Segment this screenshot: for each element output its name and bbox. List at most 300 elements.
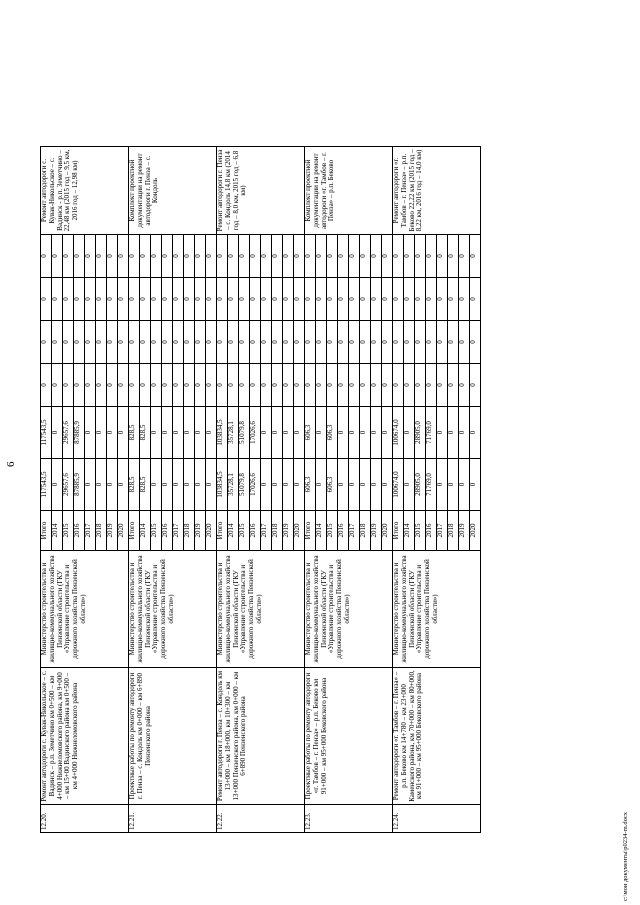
value-cell: 35728,1 [228,459,239,511]
value-cell: 0 [206,459,217,511]
value-cell: 0 [162,364,173,407]
value-cell: 0 [250,278,261,321]
value-cell: 0 [217,364,228,407]
row-number: 12.21. [129,805,217,833]
value-cell: 0 [118,235,129,278]
value-cell: 0 [371,235,382,278]
value-cell: 0 [349,235,360,278]
value-cell: 0 [415,235,426,278]
value-cell: 0 [437,278,448,321]
value-cell: 0 [371,407,382,459]
value-cell: 0 [140,321,151,364]
value-cell: 0 [327,235,338,278]
value-cell: 0 [448,407,459,459]
table-row [41,13,52,833]
value-cell: 0 [426,278,437,321]
value-cell: 0 [382,364,393,407]
table-row [217,13,228,833]
value-cell: 0 [415,321,426,364]
value-cell: 0 [228,278,239,321]
value-cell: 0 [195,459,206,511]
value-cell: 0 [404,278,415,321]
measure-description: Проектные работы по ремонту автодороги «г. Тамбов – г. Пенза» – р.п. Беково км 91+000 – км 95+000 Бековского района [305,668,393,805]
value-cell: 0 [140,278,151,321]
year-cell: 2018 [96,511,107,551]
value-cell: 0 [459,321,470,364]
value-cell: 0 [272,364,283,407]
value-cell: 0 [459,364,470,407]
value-cell: 0 [470,321,481,364]
value-cell: 0 [294,235,305,278]
value-cell: 0 [85,459,96,511]
executor-name: Министерство строительства и жилищно-коммунального хозяйства Пензенской области (ГКУ «Управление строительства и дорожного хозяйства Пензенской области») [41,551,129,668]
value-cell: 0 [162,278,173,321]
value-cell: 117543,5 [41,459,52,511]
year-cell: 2015 [415,511,426,551]
year-cell: 2015 [151,511,162,551]
value-cell: 0 [140,364,151,407]
value-cell: 117543,5 [41,407,52,459]
value-cell: 0 [261,364,272,407]
value-cell: 0 [173,278,184,321]
year-cell: 2018 [360,511,371,551]
value-cell: 0 [96,278,107,321]
value-cell: 87885,9 [74,459,85,511]
value-cell: 0 [470,235,481,278]
value-cell: 0 [250,235,261,278]
value-cell: 71769,0 [426,407,437,459]
year-cell: 2015 [63,511,74,551]
value-cell: 0 [206,407,217,459]
value-cell: 0 [371,459,382,511]
value-cell: 0 [107,235,118,278]
value-cell: 0 [74,364,85,407]
value-cell: 0 [129,364,140,407]
value-cell: 0 [415,278,426,321]
value-cell: 0 [162,235,173,278]
value-cell: 0 [272,278,283,321]
year-cell: Итого [41,511,52,551]
value-cell: 0 [360,407,371,459]
year-cell: 2018 [272,511,283,551]
value-cell: 0 [41,321,52,364]
value-cell: 0 [85,407,96,459]
year-cell: 2019 [195,511,206,551]
value-cell: 0 [426,235,437,278]
value-cell: 35728,1 [228,407,239,459]
value-cell: 0 [404,459,415,511]
value-cell: 0 [118,364,129,407]
value-cell: 0 [261,278,272,321]
value-cell: 0 [349,321,360,364]
value-cell: 0 [393,321,404,364]
value-cell: 0 [294,407,305,459]
value-cell: 0 [107,407,118,459]
value-cell: 828,5 [140,459,151,511]
value-cell: 0 [206,278,217,321]
value-cell: 0 [184,459,195,511]
value-cell: 0 [195,321,206,364]
value-cell: 0 [129,235,140,278]
value-cell: 0 [63,235,74,278]
value-cell: 0 [228,321,239,364]
value-cell: 0 [382,278,393,321]
value-cell: 0 [85,364,96,407]
executor-name: Министерство строительства и жилищно-коммунального хозяйства Пензенской области (ГКУ «Управление строительства и дорожного хозяйства Пензенской области») [129,551,217,668]
value-cell: 0 [96,321,107,364]
year-cell: Итого [217,511,228,551]
value-cell: 0 [294,459,305,511]
value-cell: 0 [349,278,360,321]
measure-description: Ремонт автодороги г. Пенза – с. Кондоль км 13+000 – км 18+000, км 10+300 – км 13+000 Пензенского района, км 0+000 – км 6+890 Пензенского района [217,668,305,805]
value-cell: 0 [261,235,272,278]
value-cell: 0 [360,278,371,321]
value-cell: 0 [283,278,294,321]
value-cell: 0 [41,235,52,278]
executor-name: Министерство строительства и жилищно-коммунального хозяйства Пензенской области (ГКУ «Управление строительства и дорожного хозяйства Пензенской области») [393,551,481,668]
value-cell: 0 [338,459,349,511]
value-cell: 0 [316,459,327,511]
value-cell: 0 [393,364,404,407]
value-cell: 0 [272,407,283,459]
value-cell: 0 [151,321,162,364]
value-cell: 0 [217,235,228,278]
value-cell: 0 [206,321,217,364]
value-cell: 606,3 [327,459,338,511]
year-cell: 2017 [349,511,360,551]
executor-name: Министерство строительства и жилищно-коммунального хозяйства Пензенской области (ГКУ «Управление строительства и дорожного хозяйства Пензенской области») [217,551,305,668]
value-cell: 0 [283,364,294,407]
year-cell: 2014 [316,511,327,551]
value-cell: 0 [470,364,481,407]
year-cell: 2016 [250,511,261,551]
value-cell: 0 [184,364,195,407]
value-cell: 0 [316,321,327,364]
value-cell: 0 [184,407,195,459]
table-body [41,13,481,833]
value-cell: 0 [173,459,184,511]
value-cell: 0 [459,407,470,459]
value-cell: 0 [85,321,96,364]
value-cell: 0 [151,364,162,407]
program-table [40,12,481,833]
value-cell: 0 [448,278,459,321]
value-cell: 0 [305,364,316,407]
value-cell: 0 [151,278,162,321]
value-cell: 0 [250,364,261,407]
measure-description: Ремонт автодороги с. Кувак-Никольское – с. Вадинск – р.п. Земетчино км 0+500 – км 4+000 Нижнеломовского района, км 9+000 – км 15+00 Вадинского района км 0+500 – км 4+000 Нижнеломовского района [41,668,129,805]
value-cell: 0 [371,278,382,321]
value-cell: 0 [294,364,305,407]
value-cell: 606,3 [327,407,338,459]
value-cell: 0 [459,278,470,321]
value-cell: 0 [382,235,393,278]
value-cell: 103834,5 [217,459,228,511]
value-cell: 0 [206,235,217,278]
value-cell: 0 [426,321,437,364]
value-cell: 0 [195,364,206,407]
year-cell: 2017 [173,511,184,551]
year-cell: 2020 [206,511,217,551]
value-cell: 0 [162,321,173,364]
measure-description: Проектные работы по ремонту автодороги г. Пенза – с. Кондоль км 0+000 – км 6+890 Пензенского района [129,668,217,805]
value-cell: 0 [239,235,250,278]
value-cell: 0 [239,364,250,407]
value-cell: 0 [118,407,129,459]
value-cell: 0 [404,235,415,278]
year-cell: Итого [129,511,140,551]
value-cell: 17026,6 [250,407,261,459]
year-cell: 2019 [107,511,118,551]
value-cell: 0 [107,321,118,364]
value-cell: 0 [52,278,63,321]
value-cell: 71769,0 [426,459,437,511]
value-cell: 0 [437,407,448,459]
value-cell: 0 [316,407,327,459]
value-cell: 103834,5 [217,407,228,459]
expected-result: Комплект проектной документации на ремонт автодороги «г. Тамбов – г. Пенза» – р.п. Беково [305,147,393,235]
value-cell: 0 [360,459,371,511]
value-cell: 0 [261,321,272,364]
value-cell: 0 [96,235,107,278]
value-cell: 0 [173,364,184,407]
value-cell: 0 [74,235,85,278]
value-cell: 0 [217,278,228,321]
value-cell: 0 [371,364,382,407]
value-cell: 0 [162,459,173,511]
value-cell: 0 [107,278,118,321]
value-cell: 0 [393,278,404,321]
year-cell: 2015 [327,511,338,551]
value-cell: 0 [316,364,327,407]
value-cell: 0 [448,459,459,511]
value-cell: 29657,6 [63,459,74,511]
value-cell: 0 [305,278,316,321]
value-cell: 0 [63,321,74,364]
value-cell: 606,3 [305,459,316,511]
row-number: 12.23. [305,805,393,833]
value-cell: 0 [393,235,404,278]
year-cell: 2014 [404,511,415,551]
value-cell: 0 [228,235,239,278]
value-cell: 0 [459,235,470,278]
value-cell: 0 [195,278,206,321]
value-cell: 0 [206,364,217,407]
row-number: 12.24. [393,805,481,833]
value-cell: 0 [470,407,481,459]
value-cell: 0 [272,459,283,511]
value-cell: 0 [129,321,140,364]
value-cell: 0 [96,407,107,459]
value-cell: 0 [349,407,360,459]
value-cell: 0 [360,235,371,278]
value-cell: 0 [327,278,338,321]
value-cell: 100674,0 [393,407,404,459]
expected-result: Ремонт автодороги «г. Тамбов – г. Пенза» – р.п. Беково 22,22 км (2015 год – 8,22 км, 2016 год – 14,0 км) [393,147,481,235]
value-cell: 828,5 [129,459,140,511]
year-cell: 2020 [118,511,129,551]
year-cell: 2020 [470,511,481,551]
value-cell: 0 [63,364,74,407]
value-cell: 0 [228,364,239,407]
table-row [305,13,316,833]
value-cell: 828,5 [140,407,151,459]
expected-result: Ремонт автодороги с. Кувак-Никольское – с. Вадинск - р.п. Земетчино – 22,48 км (2015 год – 9,5 км, 2016 год – 12,98 км) [41,147,129,235]
year-cell: 2014 [228,511,239,551]
value-cell: 0 [316,278,327,321]
value-cell: 0 [272,321,283,364]
value-cell: 0 [239,321,250,364]
value-cell: 0 [404,321,415,364]
value-cell: 0 [338,235,349,278]
value-cell: 0 [118,321,129,364]
value-cell: 0 [41,364,52,407]
expected-result: Комплект проектной документации на ремонт автодороги г. Пенза – с. Кондоль [129,147,217,235]
value-cell: 0 [338,278,349,321]
value-cell: 0 [305,235,316,278]
value-cell: 0 [448,364,459,407]
value-cell: 0 [151,459,162,511]
value-cell: 0 [261,407,272,459]
row-number: 12.22. [217,805,305,833]
year-cell: 2019 [371,511,382,551]
value-cell: 0 [437,364,448,407]
year-cell: 2017 [261,511,272,551]
value-cell: 0 [283,235,294,278]
value-cell: 28905,0 [415,459,426,511]
year-cell: 2016 [162,511,173,551]
value-cell: 0 [382,407,393,459]
value-cell: 0 [360,364,371,407]
value-cell: 28905,0 [415,407,426,459]
value-cell: 0 [426,364,437,407]
value-cell: 0 [184,321,195,364]
year-cell: 2019 [283,511,294,551]
expected-result: Ремонт автодороги г. Пенза – с. Кондоль 14,8 км (2014 год – 8,0 км, 2015 год – 6,8 км) [217,147,305,235]
value-cell: 0 [85,278,96,321]
value-cell: 0 [74,278,85,321]
value-cell: 0 [107,459,118,511]
value-cell: 0 [294,321,305,364]
value-cell: 0 [349,459,360,511]
value-cell: 0 [448,321,459,364]
value-cell: 0 [404,407,415,459]
value-cell: 0 [41,278,52,321]
value-cell: 0 [151,407,162,459]
value-cell: 0 [470,459,481,511]
value-cell: 0 [217,321,228,364]
year-cell: 2015 [239,511,250,551]
value-cell: 0 [338,321,349,364]
value-cell: 0 [261,459,272,511]
value-cell: 0 [173,321,184,364]
table-row [129,13,140,833]
value-cell: 0 [459,459,470,511]
value-cell: 0 [118,459,129,511]
value-cell: 0 [173,235,184,278]
value-cell: 0 [448,235,459,278]
value-cell: 0 [74,321,85,364]
value-cell: 0 [382,321,393,364]
value-cell: 0 [404,364,415,407]
value-cell: 51079,8 [239,459,250,511]
year-cell: 2016 [338,511,349,551]
value-cell: 0 [96,459,107,511]
value-cell: 0 [107,364,118,407]
value-cell: 0 [327,321,338,364]
value-cell: 0 [85,235,96,278]
value-cell: 87885,9 [74,407,85,459]
year-cell: 2018 [448,511,459,551]
value-cell: 0 [327,364,338,407]
value-cell: 0 [173,407,184,459]
value-cell: 0 [338,364,349,407]
value-cell: 0 [250,321,261,364]
value-cell: 0 [294,278,305,321]
row-number: 12.20. [41,805,129,833]
value-cell: 51079,8 [239,407,250,459]
value-cell: 0 [349,364,360,407]
value-cell: 0 [239,278,250,321]
year-cell: Итого [305,511,316,551]
year-cell: 2014 [140,511,151,551]
value-cell: 0 [437,459,448,511]
value-cell: 0 [360,321,371,364]
year-cell: 2018 [184,511,195,551]
value-cell: 29657,6 [63,407,74,459]
year-cell: 2017 [85,511,96,551]
year-cell: 2016 [74,511,85,551]
value-cell: 0 [52,364,63,407]
year-cell: 2017 [437,511,448,551]
value-cell: 0 [415,364,426,407]
year-cell: 2016 [426,511,437,551]
value-cell: 0 [118,278,129,321]
table-row [393,13,404,833]
value-cell: 0 [316,235,327,278]
value-cell: 0 [52,235,63,278]
footer-path: c:\мои документы\p0234-m.docx [622,812,629,901]
year-cell: 2020 [294,511,305,551]
value-cell: 0 [151,235,162,278]
value-cell: 828,5 [129,407,140,459]
value-cell: 0 [162,407,173,459]
value-cell: 100674,0 [393,459,404,511]
value-cell: 0 [184,278,195,321]
value-cell: 0 [382,459,393,511]
value-cell: 0 [184,235,195,278]
executor-name: Министерство строительства и жилищно-коммунального хозяйства Пензенской области (ГКУ «Управление строительства и дорожного хозяйства Пензенской области») [305,551,393,668]
value-cell: 0 [470,278,481,321]
value-cell: 0 [371,321,382,364]
value-cell: 0 [195,235,206,278]
value-cell: 0 [437,321,448,364]
value-cell: 17026,6 [250,459,261,511]
value-cell: 0 [96,364,107,407]
value-cell: 0 [283,459,294,511]
value-cell: 0 [129,278,140,321]
value-cell: 0 [52,321,63,364]
value-cell: 0 [52,407,63,459]
value-cell: 0 [283,407,294,459]
value-cell: 0 [63,278,74,321]
value-cell: 0 [283,321,294,364]
value-cell: 0 [272,235,283,278]
value-cell: 0 [195,407,206,459]
year-cell: 2020 [382,511,393,551]
value-cell: 0 [338,407,349,459]
year-cell: Итого [393,511,404,551]
